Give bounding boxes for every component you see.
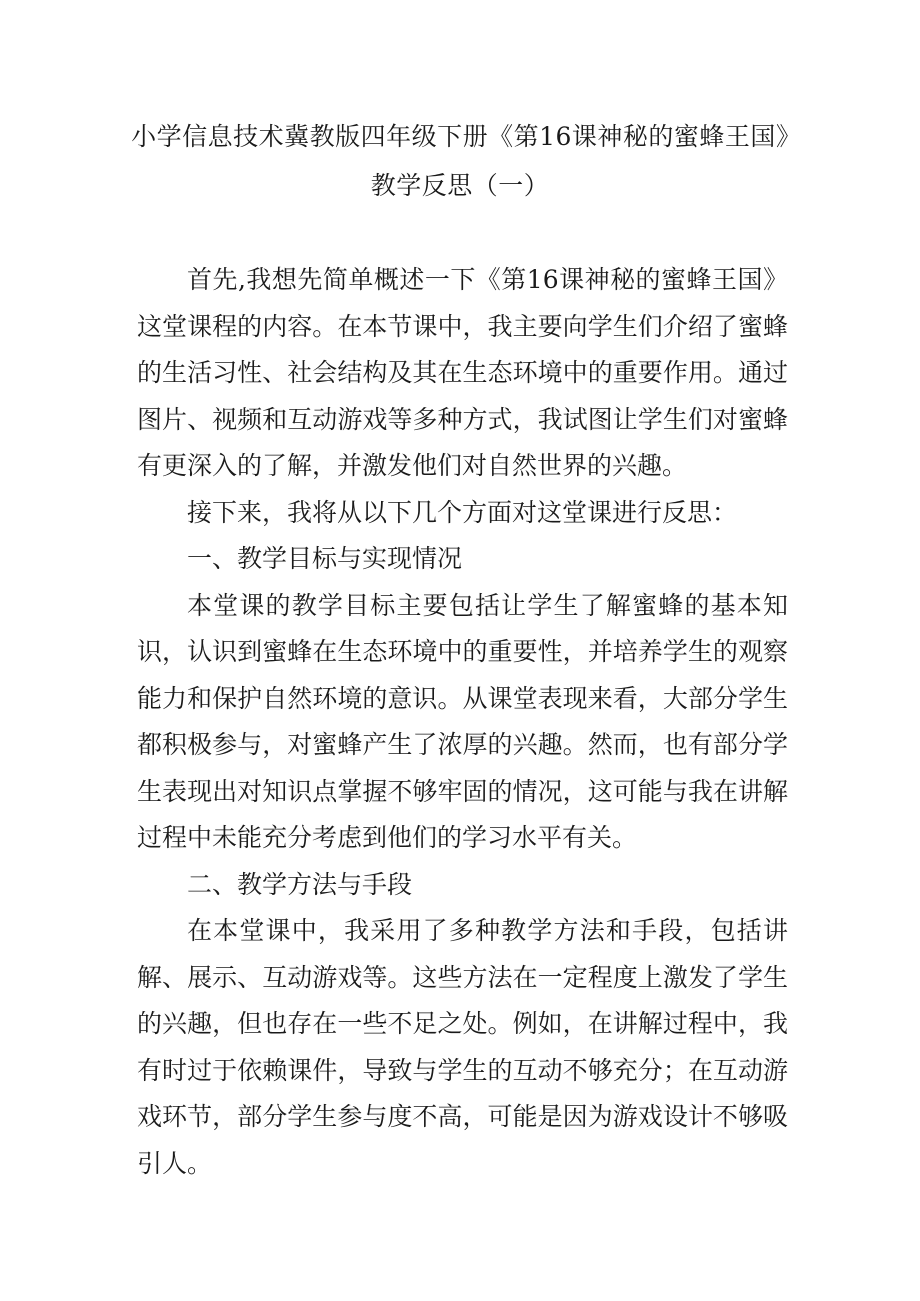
section-heading-methods: 二、教学方法与手段 — [187, 869, 413, 899]
section-heading-goals: 一、教学目标与实现情况 — [187, 544, 463, 573]
paragraph-goals: 本堂课的教学目标主要包括让学生了解蜜蜂的基本知识，认识到蜜蜂在生态环境中的重要性，并培养学生的观察能力和保护自然环境的意识。从课堂表现来看，大部分学生都积极参与，对蜜蜂产生了浓厚的兴趣。然而，也有部分学生表现出对知识点掌握不够牢固的情况，这可能与我在讲解过程中未能充分考虑到他们的学习水平有关。 — [137, 590, 788, 852]
paragraph-methods: 在本堂课中，我采用了多种教学方法和手段，包括讲解、展示、互动游戏等。这些方法在一定程度上激发了学生的兴趣，但也存在一些不足之处。例如，在讲解过程中，我有时过于依赖课件，导致与学生的互动不够充分；在互动游戏环节，部分学生参与度不高，可能是因为游戏设计不够吸引人。 — [137, 916, 788, 1178]
document-body — [137, 257, 788, 1187]
paragraph-intro: 首先,我想先简单概述一下《第16课神秘的蜜蜂王国》这堂课程的内容。在本节课中，我主要向学生们介绍了蜜蜂的生活习性、社会结构及其在生态环境中的重要作用。通过图片、视频和互动游戏等多种方式，我试图让学生们对蜜蜂有更深入的了解，并激发他们对自然世界的兴趣。 — [137, 265, 788, 480]
document-title: 小学信息技术冀教版四年级下册《第16课神秘的蜜蜂王国》教学反思（一） — [131, 122, 789, 200]
paragraph-transition: 接下来，我将从以下几个方面对这堂课进行反思： — [187, 497, 738, 527]
